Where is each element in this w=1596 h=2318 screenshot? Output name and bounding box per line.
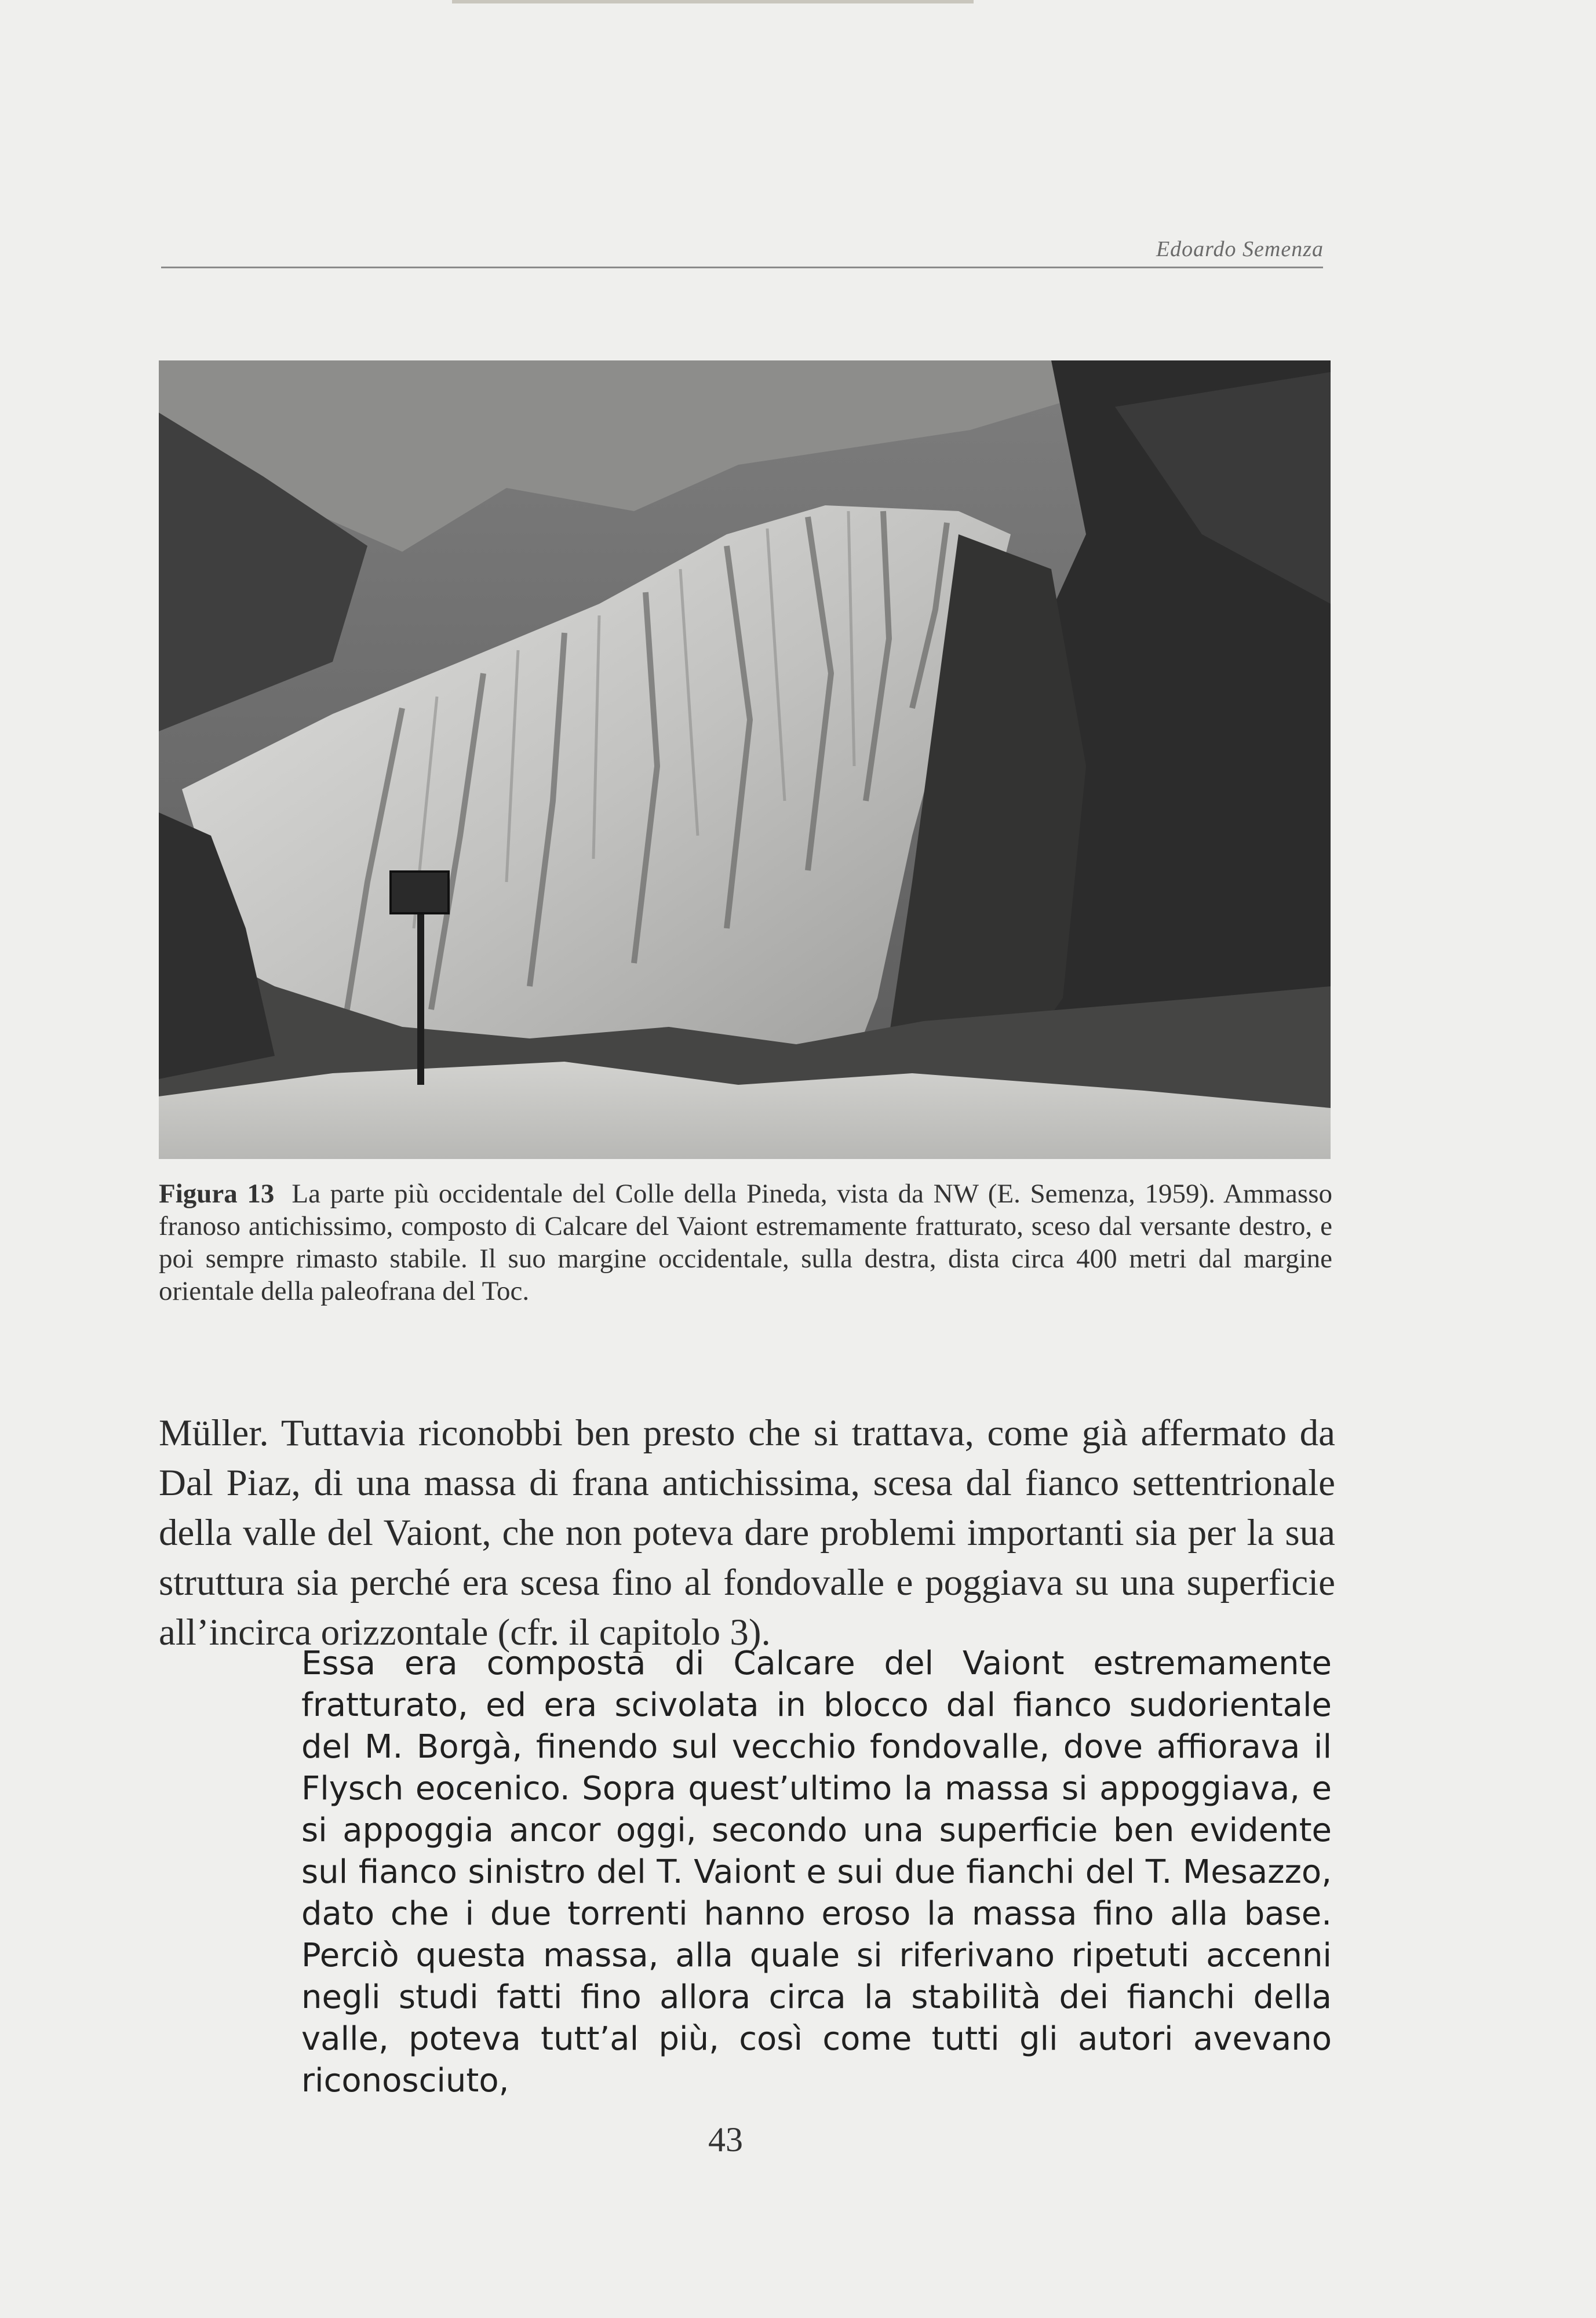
header-rule xyxy=(161,267,1323,268)
figure-photo-landslide xyxy=(159,360,1331,1159)
page-number: 43 xyxy=(708,2120,743,2159)
body-paragraph: Müller. Tuttavia riconobbi ben presto che si trattava, come già affermato da Dal Piaz, di una massa di frana antichissima, scesa dal fianco settentrionale della valle del Vaiont, che non poteva dare problemi importanti sia per la sua struttura sia perché era scesa fino al fondovalle e poggiava su una superficie all’incirca orizzontale (cfr. il capitolo 3). xyxy=(159,1412,1335,1653)
quoted-paragraph: Essa era composta di Calcare del Vaiont estremamente fratturato, ed era scivolata in blocco dal fianco sudorientale del M. Borgà, finendo sul vecchio fondovalle, dove affiorava il Flysch eocenico. Sopra quest’ultimo la massa si appoggiava, e si appoggia ancor oggi, secondo una superficie ben evidente sul fianco sinistro del T. Vaiont e sui due fianchi del T. Mesazzo, dato che i due torrenti hanno eroso la massa fino alla base. Perciò questa massa, alla quale si riferivano ripetuti accenni negli studi fatti fino allora circa la stabilità dei fianchi della valle, poteva tutt’al più, così come tutti gli autori avevano riconosciuto, xyxy=(301,1645,1332,2100)
figure-caption-text: La parte più occidentale del Colle della Pineda, vista da NW (E. Semenza, 1959). Ammasso franoso antichissimo, composto di Calcare del Vaiont estremamente fratturato, sceso dal versante destro, e poi sempre rimasto stabile. Il suo margine occidentale, sulla destra, dista circa 400 metri dal margine orientale della paleofrana del Toc. xyxy=(159,1179,1332,1306)
running-head-author: Edoardo Semenza xyxy=(1156,237,1324,261)
signpost-board xyxy=(391,872,449,913)
landslide-photo-illustration xyxy=(159,360,1331,1159)
figure-caption xyxy=(159,1178,1332,1307)
figure-label: Figura 13 xyxy=(159,1179,275,1209)
